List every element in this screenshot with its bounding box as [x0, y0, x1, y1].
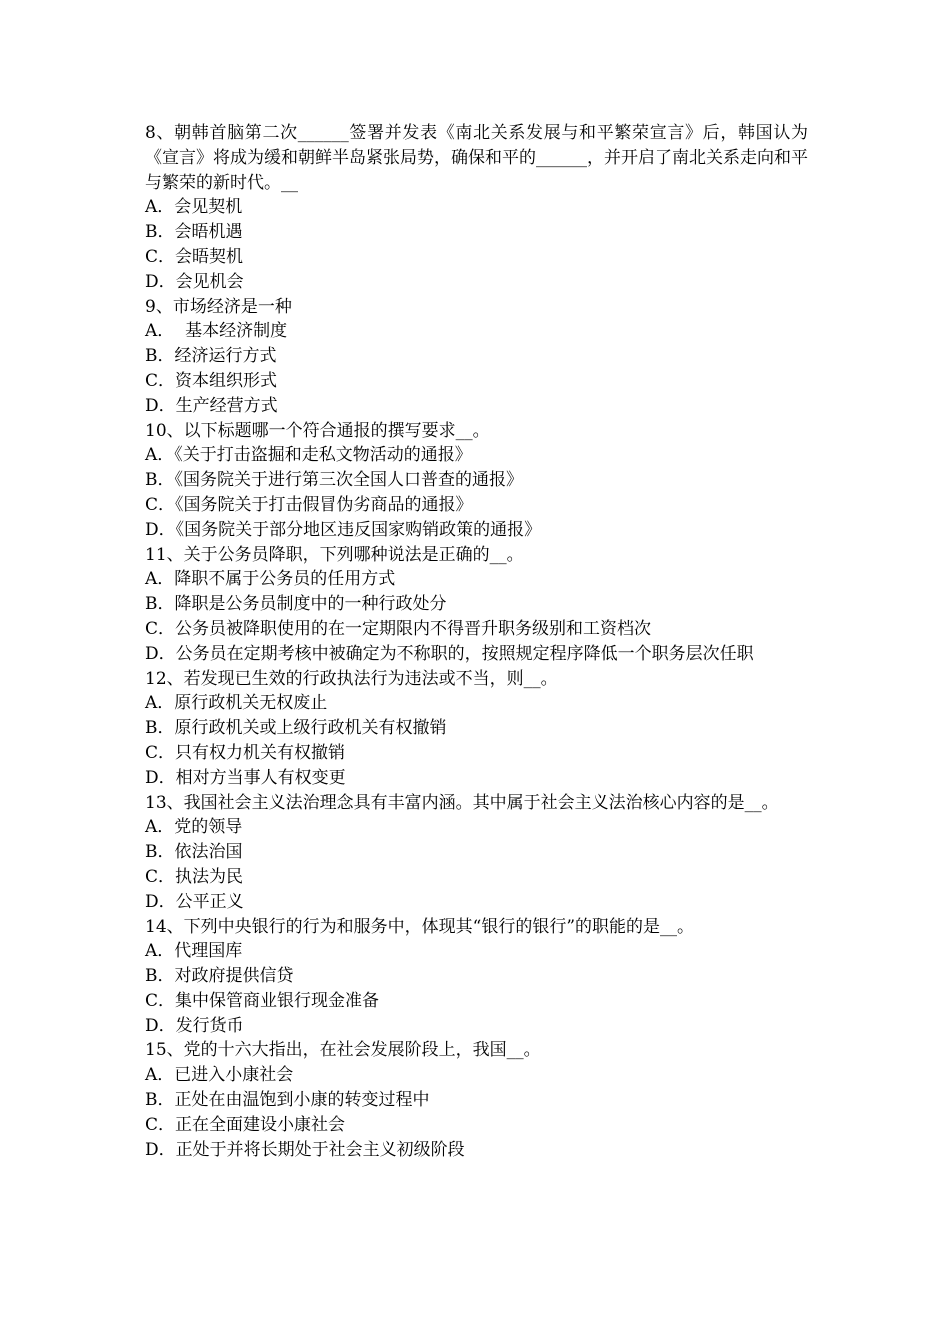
question-14-stem: 14、下列中央银行的行为和服务中，体现其“银行的银行”的职能的是__。 — [145, 916, 695, 937]
question-9-option-c: C．资本组织形式 — [145, 370, 278, 391]
question-15-stem: 15、党的十六大指出，在社会发展阶段上，我国__。 — [145, 1040, 541, 1061]
question-8-option-d: D．会见机会 — [145, 271, 244, 292]
question-14-option-c: C．集中保管商业银行现金准备 — [145, 990, 380, 1011]
question-10-stem: 10、以下标题哪一个符合通报的撰写要求__。 — [145, 420, 490, 441]
question-11-option-a: A．降职不属于公务员的任用方式 — [145, 569, 396, 590]
question-9-option-a: A． 基本经济制度 — [145, 321, 288, 342]
question-13-option-d: D．公平正义 — [145, 891, 244, 912]
question-10-option-a: A．《关于打击盗掘和走私文物活动的通报》 — [145, 445, 472, 466]
question-8-option-a: A．会见契机 — [145, 197, 243, 218]
question-9-option-d: D．生产经营方式 — [145, 395, 278, 416]
question-11-option-d: D．公务员在定期考核中被确定为不称职的，按照规定程序降低一个职务层次任职 — [145, 643, 754, 664]
question-13-option-c: C．执法为民 — [145, 866, 244, 887]
question-9-option-b: B．经济运行方式 — [145, 346, 277, 367]
question-11-stem: 11、关于公务员降职，下列哪种说法是正确的__。 — [145, 544, 524, 565]
question-15-option-c: C．正在全面建设小康社会 — [145, 1114, 346, 1135]
question-13-option-b: B．依法治国 — [145, 842, 243, 863]
question-14-option-b: B．对政府提供信贷 — [145, 966, 294, 987]
question-12-option-b: B．原行政机关或上级行政机关有权撤销 — [145, 718, 447, 739]
question-10-option-b: B．《国务院关于进行第三次全国人口普查的通报》 — [145, 470, 523, 491]
question-11-option-b: B．降职是公务员制度中的一种行政处分 — [145, 594, 447, 615]
question-15-option-d: D．正处于并将长期处于社会主义初级阶段 — [145, 1139, 465, 1160]
question-12-stem: 12、若发现已生效的行政执法行为违法或不当，则__。 — [145, 668, 558, 689]
question-15-option-b: B．正处在由温饱到小康的转变过程中 — [145, 1090, 430, 1111]
question-13-stem: 13、我国社会主义法治理念具有丰富内涵。其中属于社会主义法治核心内容的是__。 — [145, 792, 779, 813]
question-10-option-d: D．《国务院关于部分地区违反国家购销政策的通报》 — [145, 519, 542, 540]
document-page — [145, 121, 808, 1162]
question-12-option-a: A．原行政机关无权废止 — [145, 693, 328, 714]
question-11-option-c: C．公务员被降职使用的在一定期限内不得晋升职务级别和工资档次 — [145, 618, 652, 639]
question-15-option-a: A．已进入小康社会 — [145, 1065, 294, 1086]
question-14-option-d: D．发行货币 — [145, 1015, 244, 1036]
question-12-option-d: D．相对方当事人有权变更 — [145, 767, 346, 788]
question-10-option-c: C．《国务院关于打击假冒伪劣商品的通报》 — [145, 494, 473, 515]
question-8-stem: 8、朝韩首脑第二次______签署并发表《南北关系发展与和平繁荣宣言》后，韩国认为《宣言》将成为缓和朝鲜半岛紧张局势，确保和平的______，并开启了南北关系走向和平与繁荣的新时代。__ — [145, 123, 808, 193]
question-8-option-b: B．会晤机遇 — [145, 222, 243, 243]
question-9-stem: 9、市场经济是一种 — [145, 296, 292, 317]
question-14-option-a: A．代理国库 — [145, 941, 243, 962]
question-12-option-c: C．只有权力机关有权撤销 — [145, 742, 346, 763]
question-13-option-a: A．党的领导 — [145, 817, 243, 838]
question-8-option-c: C．会晤契机 — [145, 246, 244, 267]
